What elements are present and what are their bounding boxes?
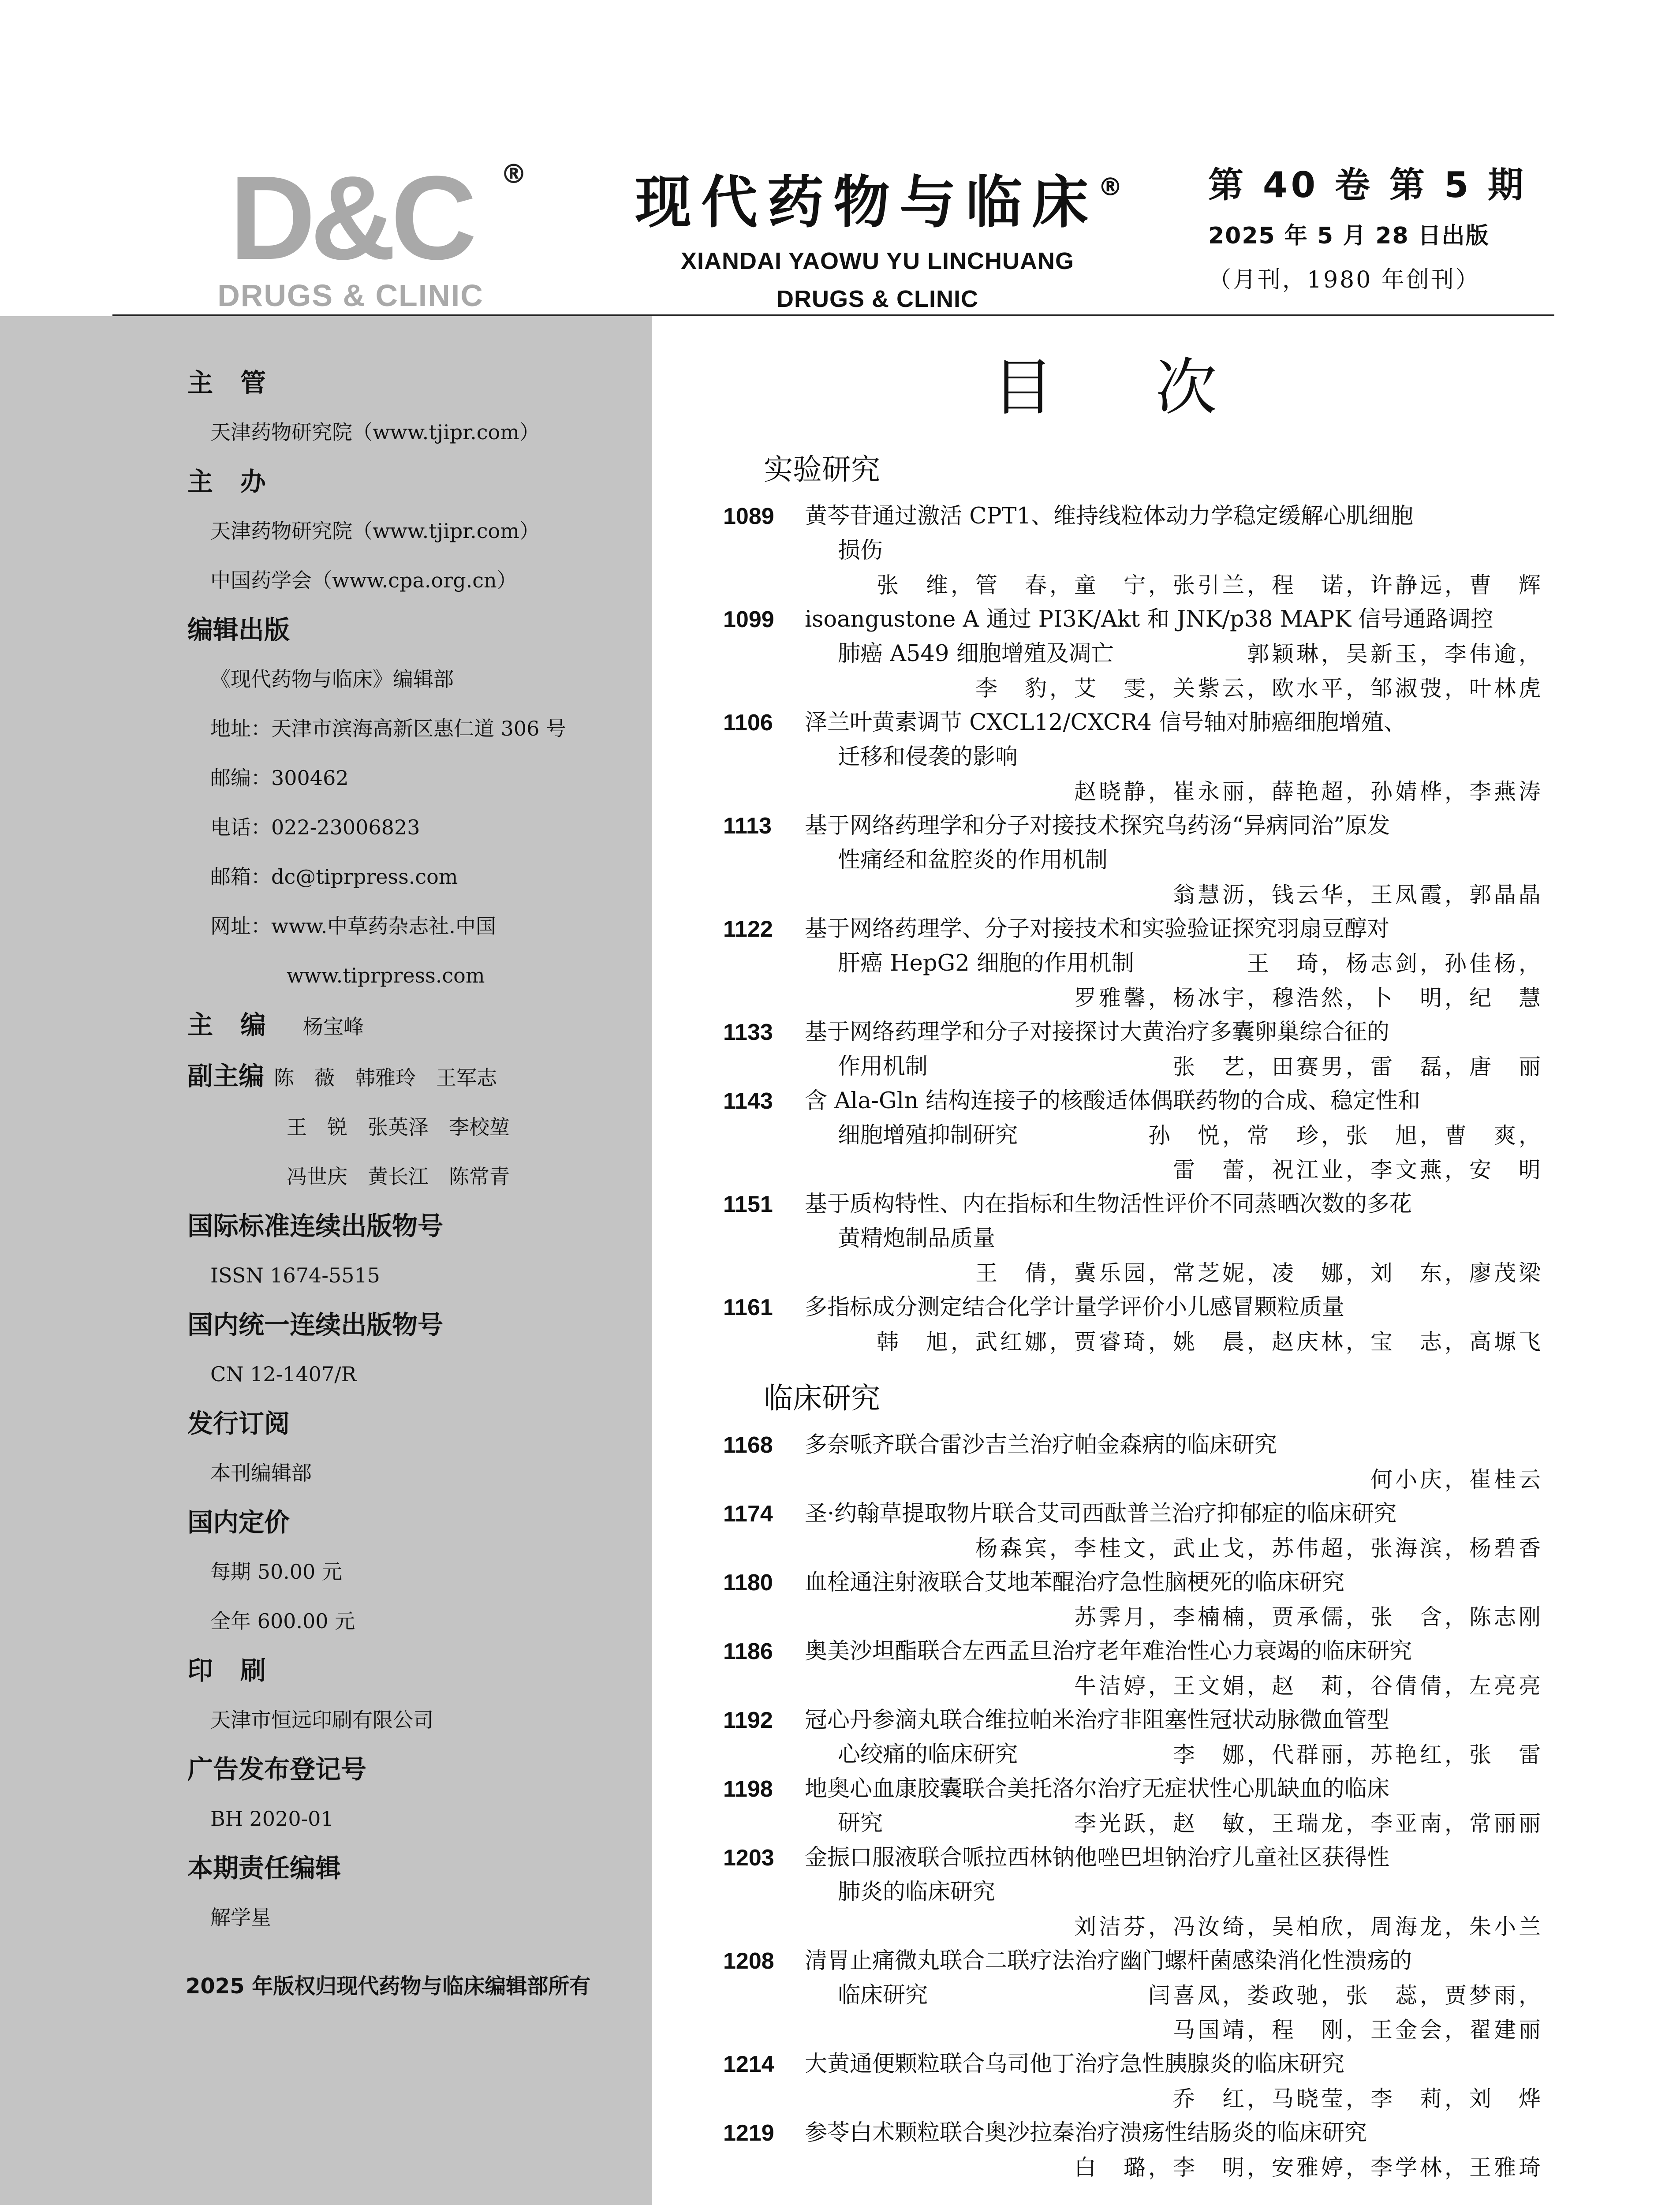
article-title-line [805, 1806, 1543, 1841]
article-title-cont: 作用机制 [838, 1054, 928, 1080]
supervisor-value: 天津药物研究院（www.tjipr.com） [210, 420, 540, 444]
cn-value: CN 12-1407/R [210, 1362, 357, 1386]
deputy-editors-row: 陈 薇 韩雅玲 王军志 [274, 1066, 497, 1090]
article-authors: 刘洁芬，冯汝绮，吴柏欣，周海龙，朱小兰 [1074, 1914, 1543, 1940]
toc-entry[interactable] [723, 1428, 1543, 1497]
article-title-line [805, 1978, 1543, 2013]
journal-title-cn: 现代药物与临床® [635, 169, 1123, 235]
article-authors: 闫喜凤，娄政驰，张 蕊，贾梦雨， [1148, 1983, 1543, 2008]
toc-entry[interactable] [723, 1015, 1543, 1084]
page-number: 1219 [723, 2120, 774, 2146]
page-number: 1161 [723, 1295, 773, 1320]
toc-entry[interactable] [723, 1944, 1543, 2047]
article-title-cont: 心绞痛的临床研究 [838, 1742, 1018, 1768]
toc-entry[interactable] [723, 809, 1543, 912]
issue-date: 2025 年 5 月 28 日出版 [1208, 223, 1490, 249]
article-title: 含 Ala-Gln 结构连接子的核酸适体偶联药物的合成、稳定性和 [805, 1088, 1421, 1114]
article-title: 金振口服液联合哌拉西林钠他唑巴坦钠治疗儿童社区获得性 [805, 1845, 1390, 1871]
article-title: 基于网络药理学和分子对接技术探究乌药汤“异病同治”原发 [805, 813, 1390, 839]
issn-value: ISSN 1674-5515 [210, 1263, 380, 1287]
copyright-notice: 2025 年版权归现代药物与临床编辑部所有 [186, 1974, 591, 1999]
article-title: 多奈哌齐联合雷沙吉兰治疗帕金森病的临床研究 [805, 1432, 1277, 1458]
article-title-cont: 肝癌 HepG2 细胞的作用机制 [838, 950, 1134, 976]
article-authors: 白 璐，李 明，安雅婷，李学林，王雅琦 [1074, 2155, 1543, 2180]
responsible-editor-label: 本期责任编辑 [187, 1853, 341, 1883]
toc-entry[interactable] [723, 1772, 1543, 1841]
toc-entry[interactable] [723, 1084, 1543, 1187]
page-number: 1099 [723, 607, 774, 632]
article-authors: 罗雅馨，杨冰宇，穆浩然，卜 明，纪 慧 [1074, 985, 1543, 1011]
page-number: 1198 [723, 1776, 773, 1802]
page-number: 1174 [723, 1501, 773, 1527]
toc-entry[interactable] [723, 1841, 1543, 1944]
article-title-line [805, 1050, 1543, 1084]
article-title: 圣·约翰草提取物片联合艾司西酞普兰治疗抑郁症的临床研究 [805, 1501, 1397, 1527]
article-title-cont: 迁移和侵袭的影响 [838, 744, 1018, 770]
page-number: 1208 [723, 1948, 774, 1974]
editorial-office: 《现代药物与临床》编辑部 [210, 667, 454, 691]
article-title-cont: 肺癌 A549 细胞增殖及凋亡 [838, 641, 1114, 667]
journal-title-en: DRUGS & CLINIC [777, 286, 978, 312]
editing-label: 编辑出版 [187, 615, 290, 645]
page-number: 1168 [723, 1432, 773, 1458]
ad-registration-label: 广告发布登记号 [187, 1754, 367, 1784]
article-title-line [805, 946, 1543, 981]
article-authors: 马国靖，程 刚，王金会，翟建丽 [1173, 2017, 1543, 2043]
printing-value: 天津市恒远印刷有限公司 [210, 1708, 433, 1732]
article-title: 大黄通便颗粒联合乌司他丁治疗急性胰腺炎的临床研究 [805, 2051, 1345, 2077]
toc-entry[interactable] [723, 1634, 1543, 1703]
chief-editor-name: 杨宝峰 [303, 1015, 364, 1039]
article-title: 清胃止痛微丸联合二联疗法治疗幽门螺杆菌感染消化性溃疡的 [805, 1948, 1412, 1974]
website-alt: www.tiprpress.com [287, 964, 485, 987]
article-authors: 牛洁婷，王文娟，赵 莉，谷倩倩，左亮亮 [1074, 1673, 1543, 1699]
address: 地址：天津市滨海高新区惠仁道 306 号 [210, 717, 567, 740]
title-registered-mark: ® [1098, 173, 1123, 202]
page-number: 1113 [723, 813, 772, 839]
page-number: 1192 [723, 1708, 773, 1733]
article-authors: 张 维，管 春，童 宁，张引兰，程 诺，许静远，曹 辉 [877, 572, 1543, 598]
supervisor-label: 主管 [187, 368, 294, 398]
toc-entry[interactable] [723, 912, 1543, 1015]
logo-registered-mark: ® [500, 159, 527, 190]
phone: 电话：022-23006823 [210, 815, 420, 839]
page-number: 1106 [723, 710, 773, 736]
postcode: 邮编：300462 [210, 766, 349, 790]
section-clinical-research: 临床研究 [764, 1381, 880, 1415]
article-title: isoangustone A 通过 PI3K/Akt 和 JNK/p38 MAPK 信号通路调控 [805, 606, 1493, 632]
journal-title-pinyin: XIANDAI YAOWU YU LINCHUANG [680, 248, 1075, 274]
page-number: 1186 [723, 1639, 773, 1664]
article-title: 参苓白术颗粒联合奥沙拉秦治疗溃疡性结肠炎的临床研究 [805, 2120, 1367, 2146]
table-of-contents [723, 445, 1543, 2185]
article-authors: 张 艺，田赛男，雷 磊，唐 丽 [1173, 1054, 1543, 1080]
article-authors: 乔 红，马晓莹，李 莉，刘 烨 [1173, 2086, 1543, 2112]
chief-editor: 主编 杨宝峰 [187, 1010, 364, 1040]
article-title-cont: 临床研究 [838, 1982, 928, 2008]
toc-entry[interactable] [723, 1290, 1543, 1359]
article-authors: 翁慧沥，钱云华，王凤霞，郭晶晶 [1173, 882, 1543, 908]
article-title-cont: 肺炎的临床研究 [838, 1879, 996, 1905]
issn-label: 国际标准连续出版物号 [187, 1211, 444, 1241]
deputy-editors-row: 冯世庆 黄长江 陈常青 [287, 1165, 510, 1188]
article-title: 血栓通注射液联合艾地苯醌治疗急性脑梗死的临床研究 [805, 1570, 1345, 1596]
deputy-editors: 副主编 陈 薇 韩雅玲 王军志 [187, 1051, 646, 1102]
toc-entry[interactable] [723, 602, 1543, 706]
masthead-sidebar [0, 316, 652, 2205]
page-number: 1203 [723, 1845, 774, 1871]
page-number: 1122 [723, 916, 773, 942]
article-title: 基于质构特性、内在指标和生物活性评价不同蒸晒次数的多花 [805, 1191, 1412, 1217]
article-authors: 雷 蕾，祝江业，李文燕，安 明 [1173, 1157, 1543, 1183]
distribution-label: 发行订阅 [187, 1409, 290, 1439]
issue-info [1208, 157, 1543, 302]
toc-entry[interactable] [723, 1497, 1543, 1566]
sponsor-value: 中国药学会（www.cpa.org.cn） [210, 568, 517, 592]
article-title-line [805, 1738, 1543, 1772]
article-title-cont: 性痛经和盆腔炎的作用机制 [838, 847, 1108, 873]
article-authors: 孙 悦，常 珍，张 旭，曹 爽， [1148, 1123, 1543, 1148]
article-title: 地奥心血康胶囊联合美托洛尔治疗无症状性心肌缺血的临床 [805, 1776, 1390, 1802]
page-number: 1143 [723, 1088, 773, 1114]
article-title: 黄芩苷通过激活 CPT1、维持线粒体动力学稳定缓解心肌细胞 [805, 503, 1414, 529]
logo-subtitle: DRUGS & CLINIC [217, 278, 484, 313]
journal-title-block [609, 148, 1146, 318]
article-authors: 李光跃，赵 敏，王瑞龙，李亚南，常丽丽 [1074, 1811, 1543, 1836]
journal-logo [209, 152, 545, 313]
email: 邮箱：dc@tiprpress.com [210, 865, 458, 889]
page-number: 1180 [723, 1570, 773, 1596]
issue-volume: 第 40 卷 第 5 期 [1208, 164, 1527, 206]
article-title: 奥美沙坦酯联合左西孟旦治疗老年难治性心力衰竭的临床研究 [805, 1638, 1412, 1664]
article-authors: 苏霁月，李楠楠，贾承儒，张 含，陈志刚 [1074, 1604, 1543, 1630]
website: 网址：www.中草药杂志社.中国 [210, 914, 496, 938]
article-authors: 王 琦，杨志剑，孙佳杨， [1247, 951, 1543, 976]
ad-registration-value: BH 2020-01 [210, 1807, 334, 1831]
page-number: 1089 [723, 504, 774, 529]
responsible-editor-value: 解学星 [210, 1906, 271, 1929]
article-title: 冠心丹参滴丸联合维拉帕米治疗非阻塞性冠状动脉微血管型 [805, 1707, 1390, 1733]
price-per-issue: 每期 50.00 元 [210, 1560, 342, 1584]
cn-label: 国内统一连续出版物号 [187, 1310, 444, 1340]
article-authors: 赵晓静，崔永丽，薛艳超，孙婧桦，李燕涛 [1074, 779, 1543, 804]
article-authors: 韩 旭，武红娜，贾睿琦，姚 晨，赵庆林，宝 志，高塬飞 [877, 1329, 1543, 1355]
price-label: 国内定价 [187, 1507, 290, 1537]
article-title-cont: 细胞增殖抑制研究 [838, 1122, 1018, 1148]
article-authors: 杨森宾，李桂文，武止戈，苏伟超，张海滨，杨碧香 [975, 1536, 1543, 1561]
article-authors: 何小庆，崔桂云 [1370, 1467, 1543, 1492]
toc-entry[interactable] [723, 2047, 1543, 2116]
article-title: 多指标成分测定结合化学计量学评价小儿感冒颗粒质量 [805, 1294, 1345, 1320]
toc-entry[interactable] [723, 499, 1543, 602]
article-title-cont: 研究 [838, 1810, 883, 1836]
article-title: 基于网络药理学、分子对接技术和实验验证探究羽扇豆醇对 [805, 916, 1390, 942]
article-authors: 王 倩，冀乐园，常芝妮，凌 娜，刘 东，廖茂梁 [975, 1260, 1543, 1286]
toc-entry[interactable] [723, 2116, 1543, 2185]
toc-entry[interactable] [723, 706, 1543, 809]
distribution-value: 本刊编辑部 [210, 1461, 312, 1485]
article-title-cont: 损伤 [838, 538, 883, 564]
toc-entry[interactable] [723, 1566, 1543, 1634]
deputy-editors-row: 王 锐 张英泽 李校堃 [287, 1115, 510, 1139]
sponsor-label: 主办 [187, 467, 294, 497]
issue-note: （月刊，1980 年创刊） [1208, 267, 1480, 293]
toc-title: 目次 [992, 352, 1319, 424]
article-authors: 郭颖琳，吴新玉，李伟逾， [1247, 641, 1543, 667]
logo-mark: D&C [229, 152, 472, 284]
article-title-line [805, 637, 1543, 671]
article-authors: 李 娜，代群丽，苏艳红，张 雷 [1173, 1742, 1543, 1768]
page-number: 1151 [723, 1192, 773, 1217]
price-per-year: 全年 600.00 元 [210, 1609, 355, 1633]
page-number: 1133 [723, 1020, 773, 1045]
article-authors: 李 豹，艾 雯，关紫云，欧水平，邹淑弢，叶林虎 [975, 676, 1543, 701]
printing-label: 印刷 [187, 1656, 294, 1686]
article-title: 基于网络药理学和分子对接探讨大黄治疗多囊卵巢综合征的 [805, 1019, 1390, 1045]
sponsor-value: 天津药物研究院（www.tjipr.com） [210, 519, 540, 543]
page-number: 1214 [723, 2052, 774, 2077]
article-title: 泽兰叶黄素调节 CXCL12/CXCR4 信号轴对肺癌细胞增殖、 [805, 710, 1407, 736]
article-title-cont: 黄精炮制品质量 [838, 1226, 996, 1252]
toc-entry[interactable] [723, 1187, 1543, 1290]
article-title-line [805, 1118, 1543, 1153]
section-experimental-research: 实验研究 [764, 452, 880, 486]
toc-entry[interactable] [723, 1703, 1543, 1772]
